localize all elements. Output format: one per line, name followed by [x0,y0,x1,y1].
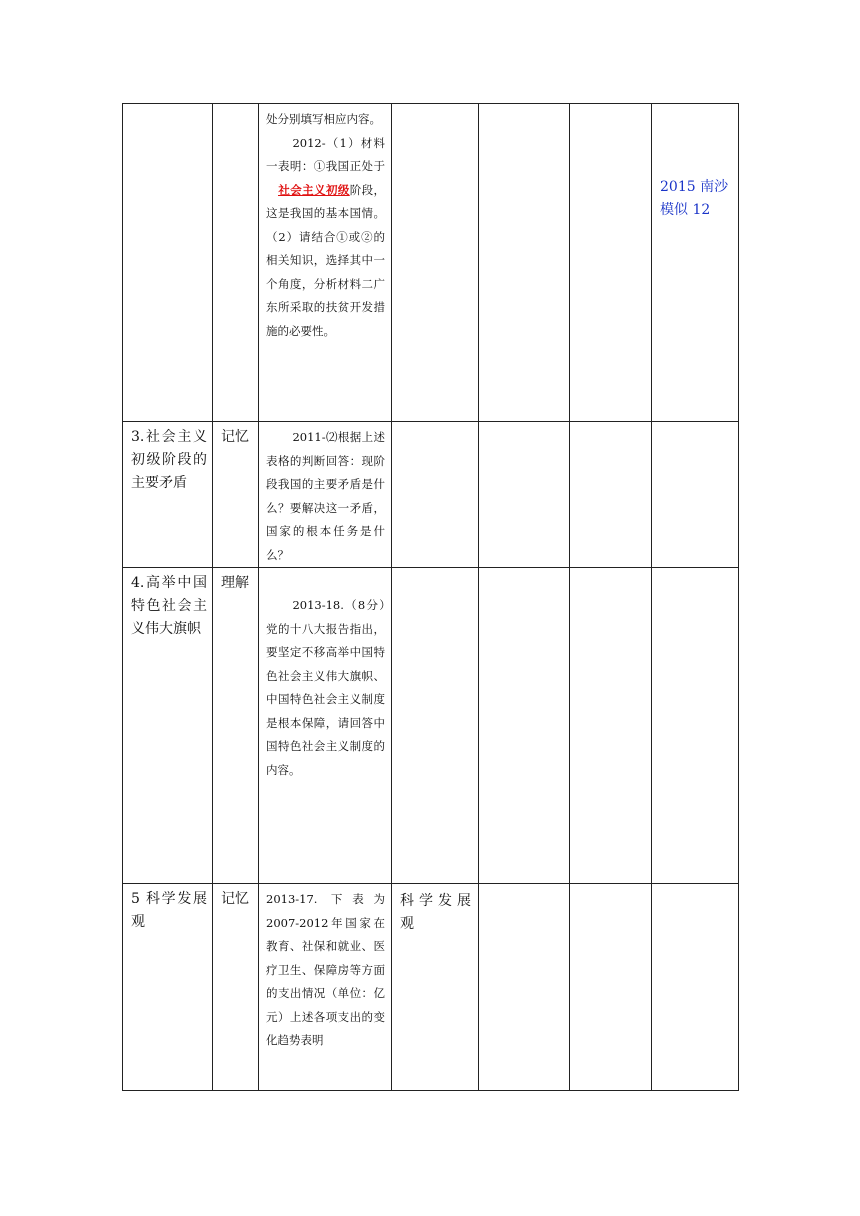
source-cell: 2015 南沙模似 12 [652,104,739,422]
question-2012-post: 阶段，这是我国的基本国情。（2）请结合①或②的相关知识，选择其中一个角度，分析材料二广东所采取的扶贫开发措施的必要性。 [266,182,386,338]
topic-cell: 5 科学发展观 [123,884,213,1091]
question-text: 2013-17. 下表为2007-2012年国家在教育、社保和就业、医疗卫生、保障房等方面的支出情况（单位：亿元）上述各项支出的变化趋势表明 [266,892,385,1047]
topic-cell: 4.高举中国特色社会主义伟大旗帜 [123,568,213,884]
empty-cell [479,422,570,568]
level-cell: 记忆 [213,884,259,1091]
empty-cell [570,422,652,568]
level-cell: 记忆 [213,422,259,568]
topic-cell: 3.社会主义初级阶段的主要矛盾 [123,422,213,568]
question-cell [259,104,392,422]
table-row [123,884,739,1091]
answer-cell: 科学发展观 [392,884,479,1091]
answer-cell [392,104,479,422]
empty-cell [570,884,652,1091]
source-cell [652,568,739,884]
level-cell [213,104,259,422]
source-cell [652,422,739,568]
exam-table [122,103,739,1091]
table-row [123,104,739,422]
question-cell [259,422,392,568]
answer-blank: 社会主义初级 [278,182,350,197]
source-cell [652,884,739,1091]
topic-cell [123,104,213,422]
question-2012-pre: 2012-（1）材料一表明：①我国正处于 [266,135,385,173]
question-cell [259,884,392,1091]
level-cell: 理解 [213,568,259,884]
question-continued-text: 处分别填写相应内容。 [266,112,381,126]
answer-cell [392,568,479,884]
answer-cell [392,422,479,568]
question-text: 2013-18.（8分）党的十八大报告指出，要坚定不移高举中国特色社会主义伟大旗帜、中国特色社会主义制度是根本保障，请回答中国特色社会主义制度的内容。 [266,598,385,777]
empty-cell [479,884,570,1091]
question-2012 [266,132,385,344]
question-text: 2011-⑵根据上述表格的判断回答：现阶段我国的主要矛盾是什么？要解决这一矛盾，国家的根本任务是什么？ [266,430,385,562]
empty-cell [570,568,652,884]
empty-cell [570,104,652,422]
table-row [123,568,739,884]
table-row [123,422,739,568]
empty-cell [479,104,570,422]
empty-cell [479,568,570,884]
question-cell [259,568,392,884]
